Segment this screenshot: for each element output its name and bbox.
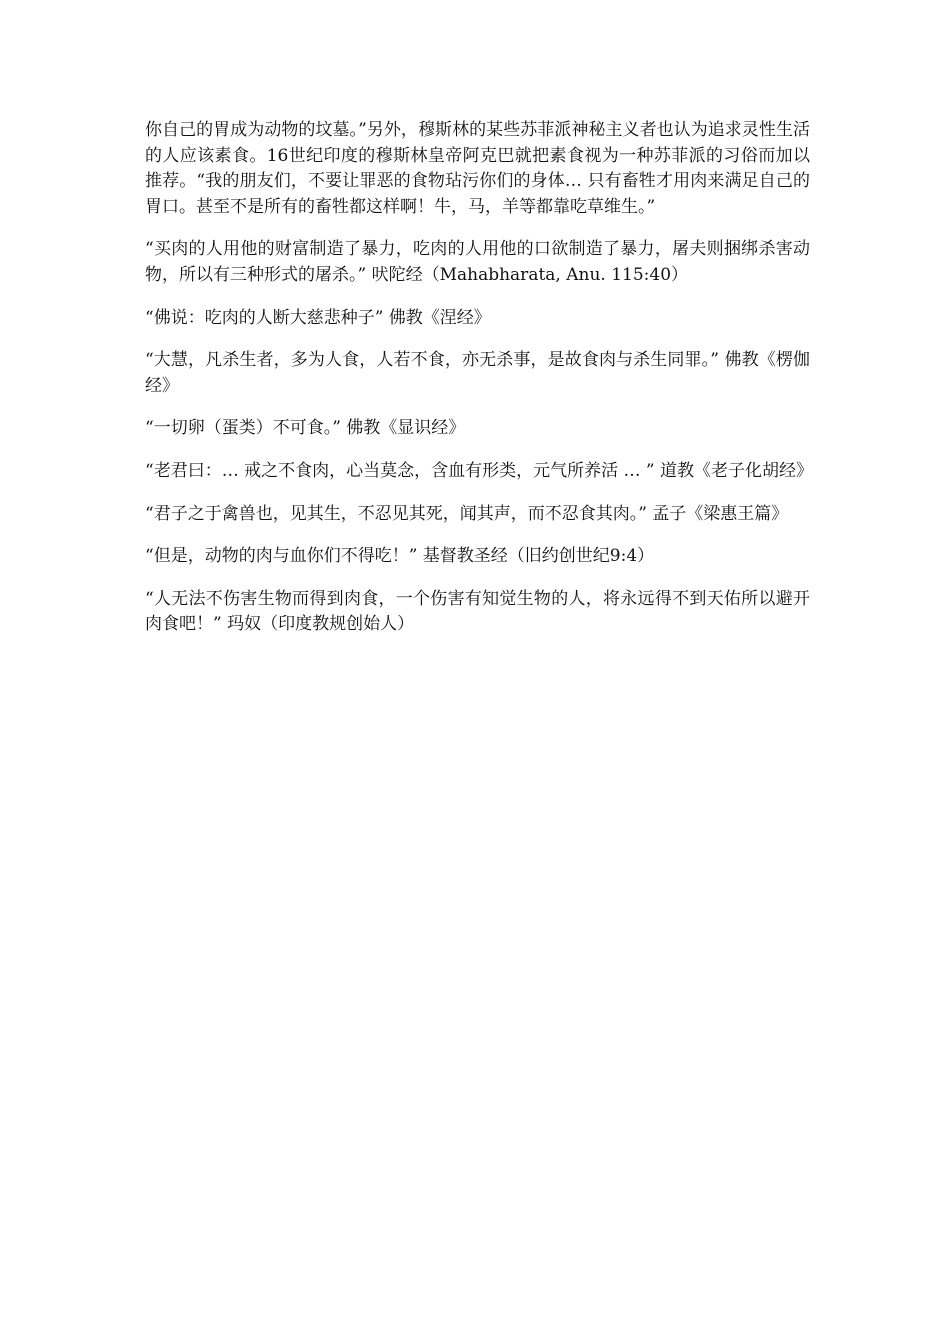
paragraph-nirvana-sutra-quote: “佛说：吃肉的人断大慈悲种子” 佛教《涅经》 <box>145 307 491 328</box>
paragraph-manu-quote: “人无法不伤害生物而得到肉食，一个伤害有知觉生物的人，将永远得不到天佑所以避开肉食吧！” 玛奴（印度教规创始人） <box>145 588 810 635</box>
paragraph-mencius-quote: “君子之于禽兽也，见其生，不忍见其死，闻其声，而不忍食其肉。” 孟子《梁惠王篇》 <box>145 503 789 524</box>
paragraph-akbar-quote: 你自己的胃成为动物的坟墓。”另外，穆斯林的某些苏菲派神秘主义者也认为追求灵性生活的人应该素食。16世纪印度的穆斯林皇帝阿克巴就把素食视为一种苏菲派的习俗而加以推荐。“我的朋友们，不要让罪恶的食物玷污你们的身体… 只有畜牲才用肉来满足自己的胃口。甚至不是所有的畜牲都这样啊！牛，马，羊等都靠吃草维生。” <box>145 120 810 217</box>
document-body <box>145 118 813 655</box>
paragraph-lankavatara-quote: “大慧，凡杀生者，多为人食，人若不食，亦无杀事，是故食肉与杀生同罪。” 佛教《楞伽经》 <box>145 350 810 396</box>
paragraph-genesis-quote: “但是，动物的肉与血你们不得吃！” 基督教圣经（旧约创世纪9:4） <box>145 546 655 567</box>
paragraph-laozi-quote: “老君曰：… 戒之不食肉，心当莫念，含血有形类，元气所养活 … ” 道教《老子化胡经》 <box>145 460 813 481</box>
paragraph-xianshi-sutra-quote: “一切卵（蛋类）不可食。” 佛教《显识经》 <box>145 418 466 439</box>
paragraph-mahabharata-quote: “买肉的人用他的财富制造了暴力，吃肉的人用他的口欲制造了暴力，屠夫则捆绑杀害动物，所以有三种形式的屠杀。” 吠陀经（Mahabharata, Anu. 115:40） <box>145 239 810 285</box>
